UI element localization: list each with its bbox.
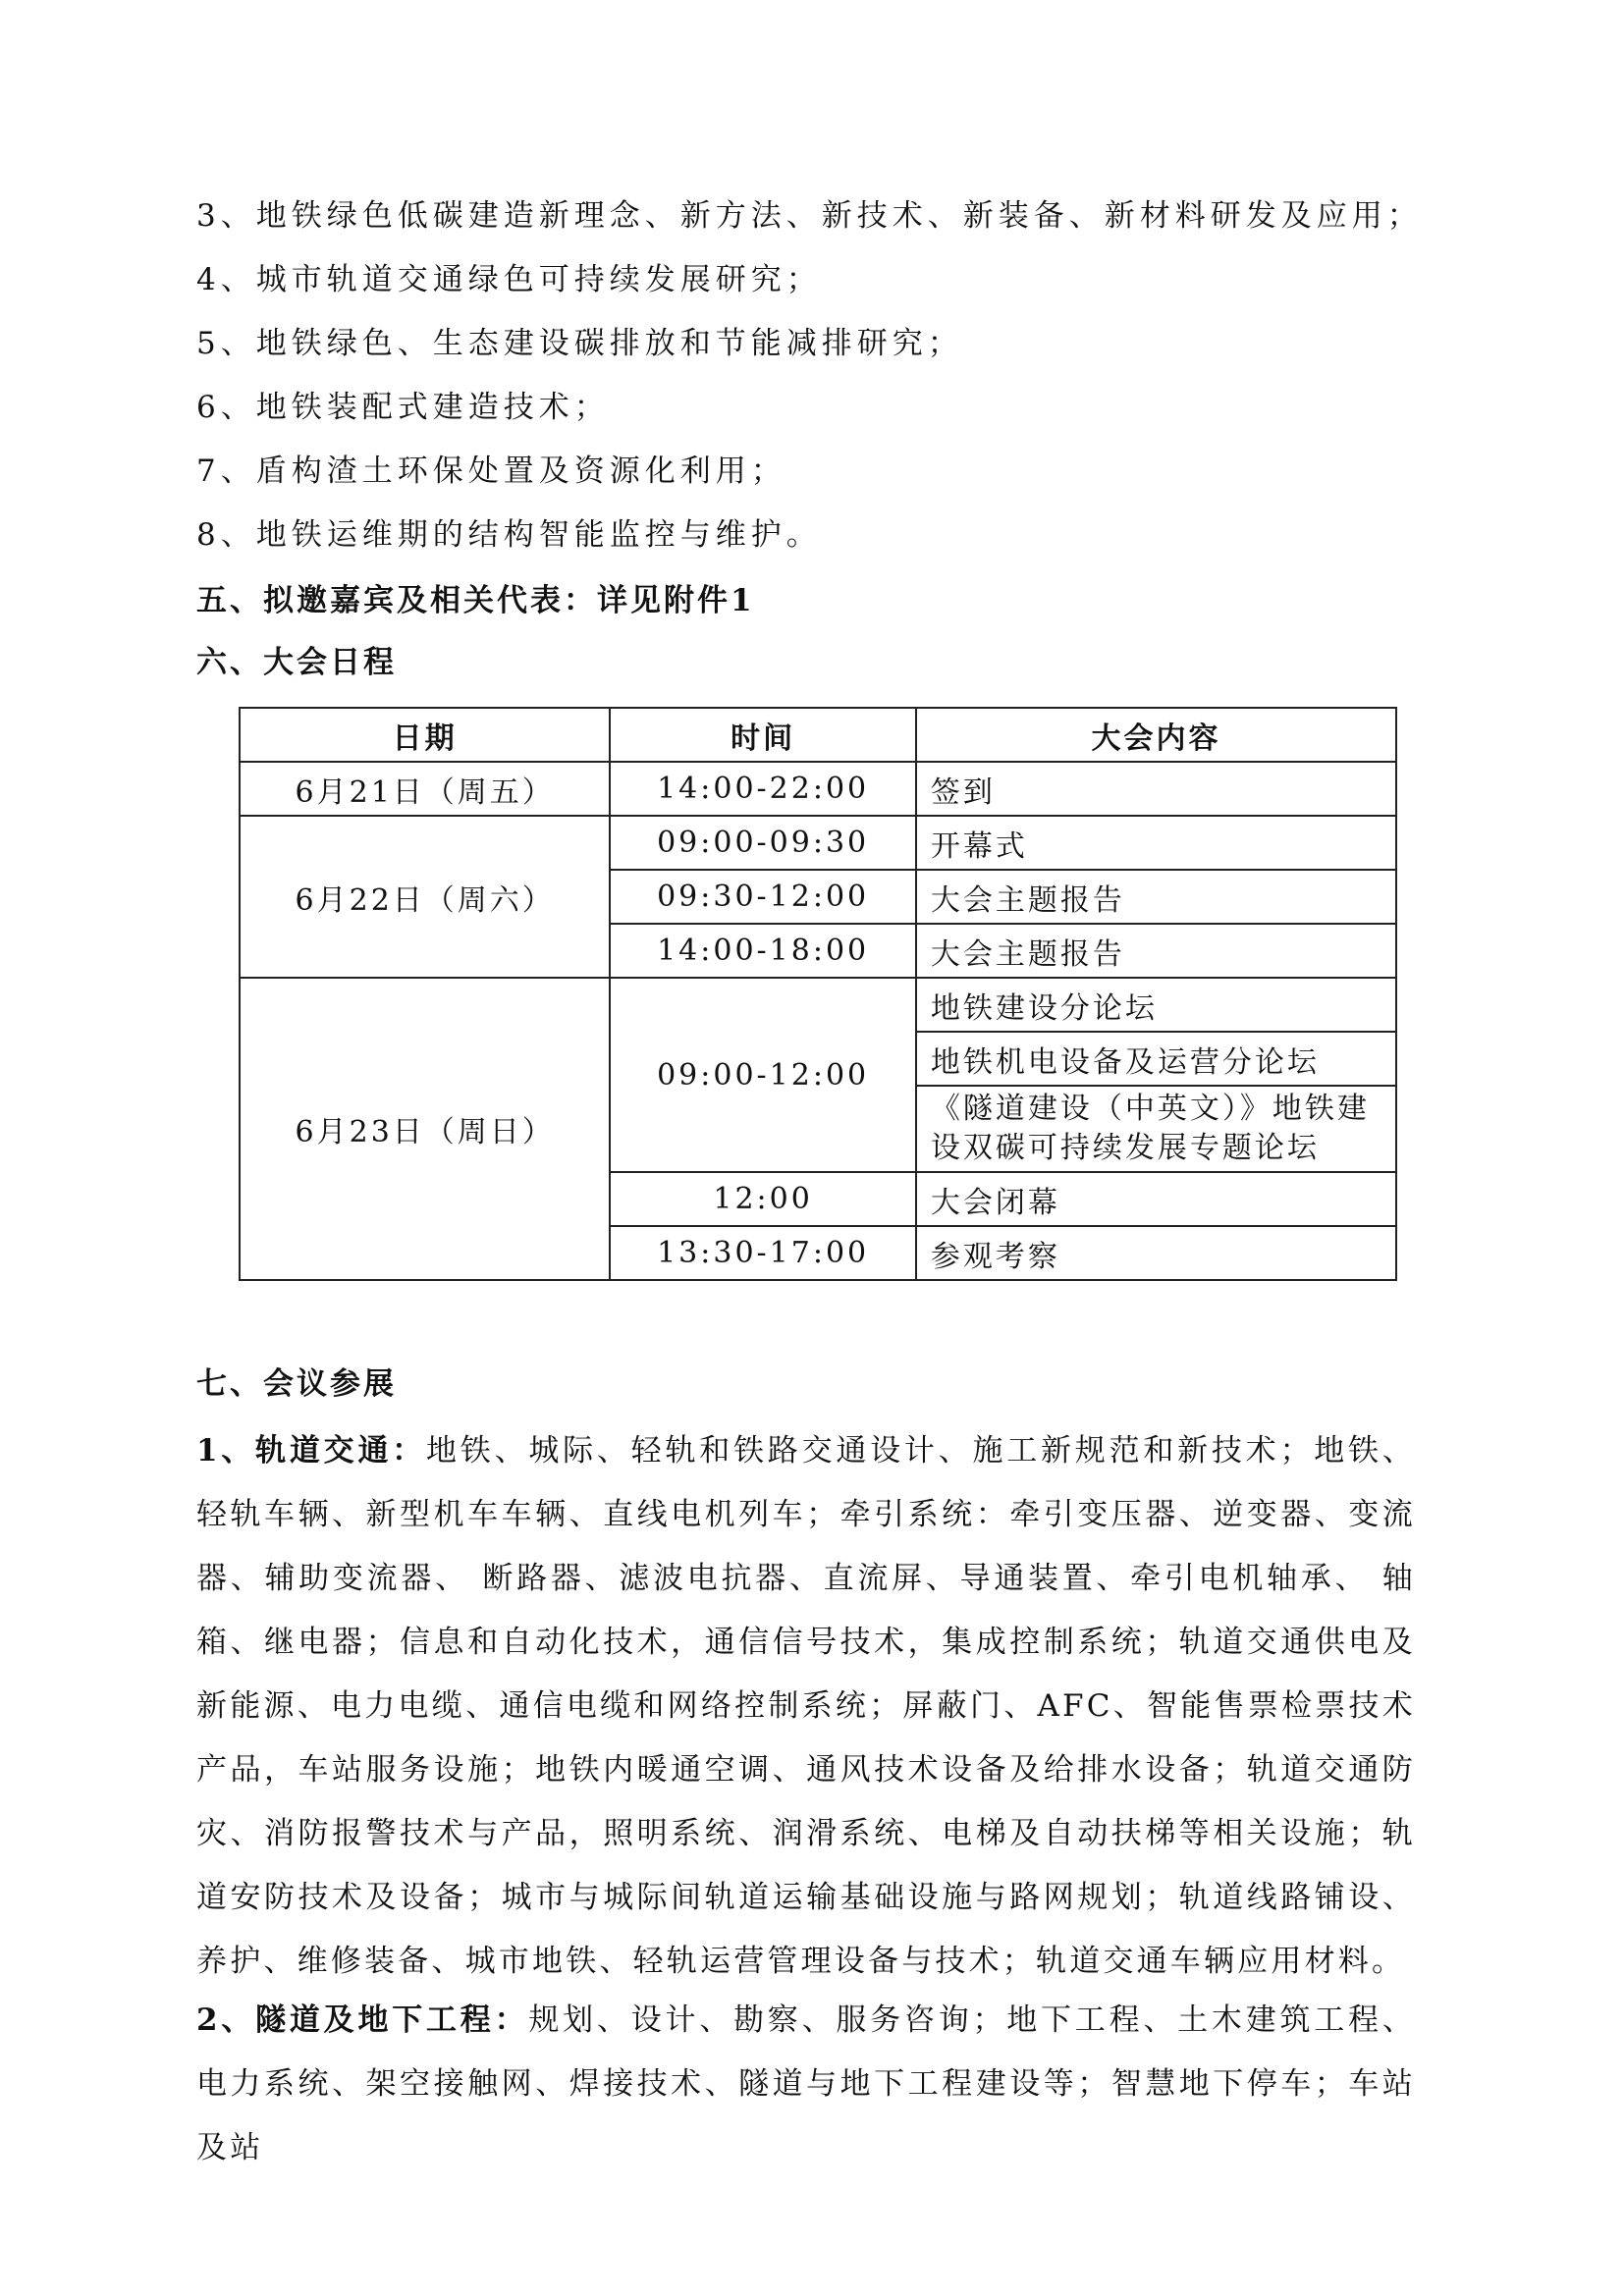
- content-cell: 地铁建设分论坛: [916, 978, 1396, 1032]
- section-heading-exhibition: 七、会议参展: [196, 1366, 397, 1402]
- date-cell: 6月21日（周五）: [240, 762, 610, 816]
- time-cell: 14:00-18:00: [610, 924, 916, 978]
- paragraph-tunnel: [196, 1989, 1416, 2180]
- paragraph-text: 规划、设计、勘察、服务咨询；地下工程、土木建筑工程、电力系统、架空接触网、焊接技术、隧道与地下工程建设等；智慧地下停车；车站及站: [196, 2002, 1416, 2165]
- schedule-table: [239, 707, 1397, 1281]
- header-time: 时间: [610, 708, 916, 762]
- section-heading-schedule: 六、大会日程: [196, 645, 397, 680]
- time-cell: 12:00: [610, 1172, 916, 1226]
- paragraph-rail-transit: [196, 1419, 1416, 1994]
- header-date: 日期: [240, 708, 610, 762]
- content-cell: 《隧道建设（中英文）》地铁建设双碳可持续发展专题论坛: [916, 1086, 1396, 1172]
- content-cell: 地铁机电设备及运营分论坛: [916, 1032, 1396, 1086]
- date-cell: 6月22日（周六）: [240, 816, 610, 978]
- paragraph-text: 地铁、城际、轻轨和铁路交通设计、施工新规范和新技术；地铁、轻轨车辆、新型机车车辆、直线电机列车；牵引系统：牵引变压器、逆变器、变流器、辅助变流器、 断路器、滤波电抗器、直流屏、导通装置、牵引电机轴承、 轴箱、继电器；信息和自动化技术，通信信号技术，集成控制系统；轨道交通供电及新能源、电力电缆、通信电缆和网络控制系统；屏蔽门、AFC、智能售票检票技术产品，车站服务设施；地铁内暖通空调、通风技术设备及给排水设备；轨道交通防灾、消防报警技术与产品，照明系统、润滑系统、电梯及自动扶梯等相关设施；轨道安防技术及设备；城市与城际间轨道运输基础设施与路网规划；轨道线路铺设、养护、维修装备、城市地铁、轻轨运营管理设备与技术；轨道交通车辆应用材料。: [196, 1433, 1416, 1979]
- list-item: 4、城市轨道交通绿色可持续发展研究；: [196, 262, 822, 297]
- header-content: 大会内容: [916, 708, 1396, 762]
- content-cell: 大会主题报告: [916, 870, 1396, 924]
- time-cell: 13:30-17:00: [610, 1226, 916, 1280]
- content-cell: 大会主题报告: [916, 924, 1396, 978]
- content-cell: 大会闭幕: [916, 1172, 1396, 1226]
- list-item: 8、地铁运维期的结构智能监控与维护。: [196, 517, 822, 553]
- content-cell: 参观考察: [916, 1226, 1396, 1280]
- time-cell: 09:00-09:30: [610, 816, 916, 870]
- list-item: 6、地铁装配式建造技术；: [196, 390, 610, 425]
- list-item: 3、地铁绿色低碳建造新理念、新方法、新技术、新装备、新材料研发及应用；: [196, 198, 1423, 234]
- section-heading-guests: 五、拟邀嘉宾及相关代表：详见附件1: [196, 583, 755, 618]
- time-cell: 14:00-22:00: [610, 762, 916, 816]
- content-cell: 开幕式: [916, 816, 1396, 870]
- paragraph-label: 1、轨道交通：: [196, 1433, 427, 1468]
- table-row: [240, 816, 1396, 870]
- table-row: [240, 762, 1396, 816]
- table-header-row: [240, 708, 1396, 762]
- list-item: 5、地铁绿色、生态建设碳排放和节能减排研究；: [196, 326, 963, 361]
- table-row: [240, 978, 1396, 1032]
- time-cell: 09:00-12:00: [610, 978, 916, 1172]
- time-cell: 09:30-12:00: [610, 870, 916, 924]
- paragraph-label: 2、隧道及地下工程：: [196, 2002, 529, 2038]
- content-cell: 签到: [916, 762, 1396, 816]
- date-cell: 6月23日（周日）: [240, 978, 610, 1280]
- list-item: 7、盾构渣土环保处置及资源化利用；: [196, 454, 786, 489]
